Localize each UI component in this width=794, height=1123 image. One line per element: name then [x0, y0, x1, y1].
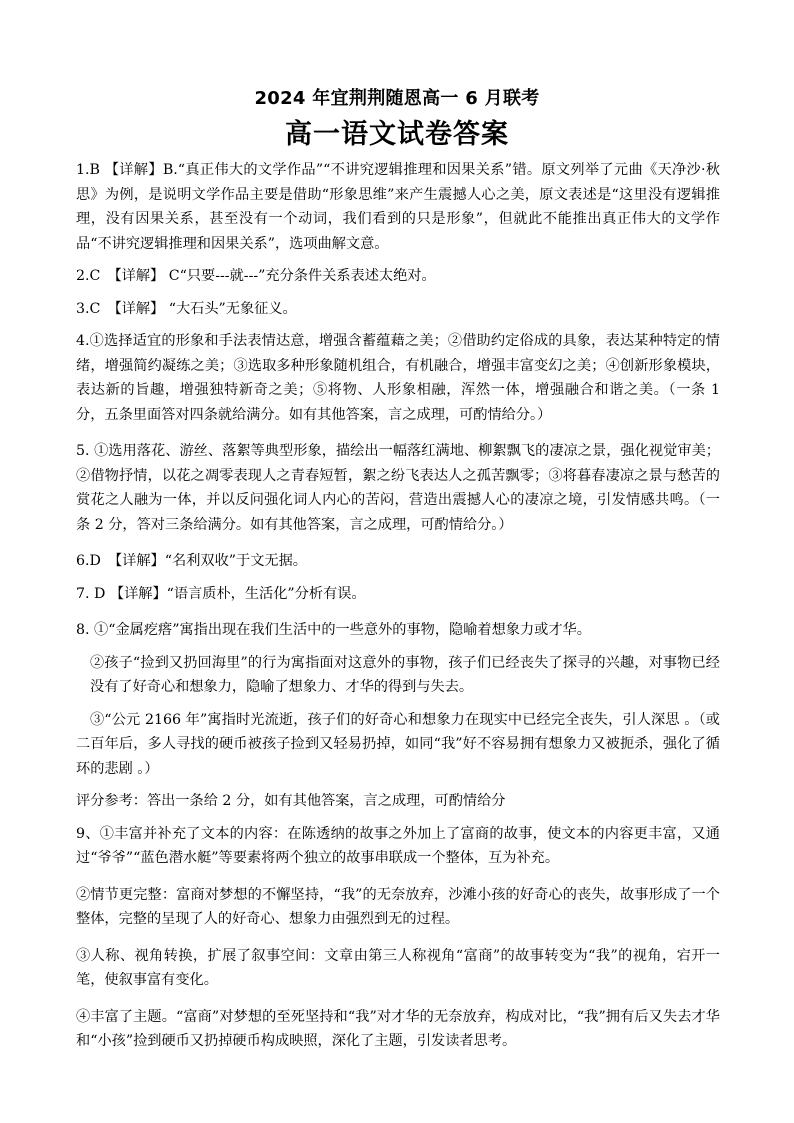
- answer-9-point-4: ④丰富了主题。“富商”对梦想的至死坚持和“我”对才华的无奈放弃，构成对比，“我”拥有后又失去才华和“小孩”捡到硬币又扔掉硬币构成映照，深化了主题，引发读者思考。: [76, 1008, 720, 1049]
- answer-8-point-2: ②孩子“捡到又扔回海里”的行为寓指面对这意外的事物，孩子们已经丧失了探寻的兴趣，对事物已经没有了好奇心和想象力，隐喻了想象力、才华的得到与失去。: [90, 654, 720, 695]
- answer-1: 1.B 【详解】B.“真正伟大的文学作品”“不讲究逻辑推理和因果关系”错。原文列举了元曲《天净沙·秋思》为例，是说明文学作品主要是借助“形象思维”来产生震撼人心之美，原文表述是“这里没有逻辑推理，没有因果关系，甚至没有一个动词，我们看到的只是形象”，但就此不能推出真正伟大的文学作品“不讲究逻辑推理和因果关系”，选项曲解文意。: [76, 162, 720, 252]
- answer-3: 3.C 【详解】 “大石头”无象征义。: [76, 300, 297, 317]
- answer-9-point-1: 9、①丰富并补充了文本的内容：在陈透纳的故事之外加上了富商的故事，使文本的内容更丰富，又通过“爷爷”“蓝色潜水艇”等要素将两个独立的故事串联成一个整体，互为补充。: [76, 825, 720, 866]
- answer-8-point-3: ③“公元 2166 年”寓指时光流逝，孩子们的好奇心和想象力在现实中已经完全丧失，引人深思 。（或二百年后，多人寻找的硬币被孩子捡到又轻易扔掉，如同“我”好不容易拥有想象力又被扼杀，强化了循环的悲剧 。）: [76, 711, 720, 777]
- exam-subtitle: 2024 年宜荆荆随恩高一 6 月联考: [254, 88, 540, 109]
- answer-9-point-2: ②情节更完整：富商对梦想的不懈坚持，“我”的无奈放弃，沙滩小孩的好奇心的丧失，故事形成了一个整体，完整的呈现了人的好奇心、想象力由强烈到无的过程。: [76, 886, 720, 927]
- page-title: 高一语文试卷答案: [285, 119, 509, 150]
- scoring-note: 评分参考：答出一条给 2 分，如有其他答案，言之成理，可酌情给分: [76, 793, 506, 809]
- answer-5: 5. ①选用落花、游丝、落絮等典型形象，描绘出一幅落红满地、柳絮飘飞的凄凉之景，强化视觉审美；②借物抒情，以花之凋零表现人之青春短暂，絮之纷飞表达人之孤苦飘零；③将暮春凄凉之景与愁苦的赏花之人融为一体，并以反问强化词人内心的苦闷，营造出震撼人心的凄凉之境，引发情感共鸣。（一条 2 分，答对三条给满分。如有其他答案，言之成理，可酌情给分。）: [76, 443, 720, 533]
- answer-8-point-1: 8. ①“金属疙瘩”寓指出现在我们生活中的一些意外的事物，隐喻着想象力或才华。: [76, 622, 591, 638]
- answer-6: 6.D 【详解】“名利双收”于文无据。: [76, 553, 307, 569]
- answer-body: [76, 158, 720, 1054]
- answer-4: 4.①选择适宜的形象和手法表情达意，增强含蓄蕴藉之美；②借助约定俗成的具象，表达某种特定的情绪，增强简约凝练之美；③选取多种形象随机组合，有机融合，增强丰富变幻之美；④创新形象模块，表达新的旨趣，增强独特新奇之美；⑤将物、人形象相融，浑然一体，增强融合和谐之美。（一条 1 分，五条里面答对四条就给满分。如有其他答案，言之成理，可酌情给分。）: [76, 333, 720, 423]
- answer-2: 2.C 【详解】 C“只要---就---”充分条件关系表述太绝对。: [76, 268, 436, 284]
- answer-7: 7. D 【详解】“语言质朴，生活化”分析有误。: [76, 585, 366, 602]
- answer-9-point-3: ③人称、视角转换，扩展了叙事空间：文章由第三人称视角“富商”的故事转变为“我”的视角，宕开一笔，使叙事富有变化。: [76, 947, 720, 988]
